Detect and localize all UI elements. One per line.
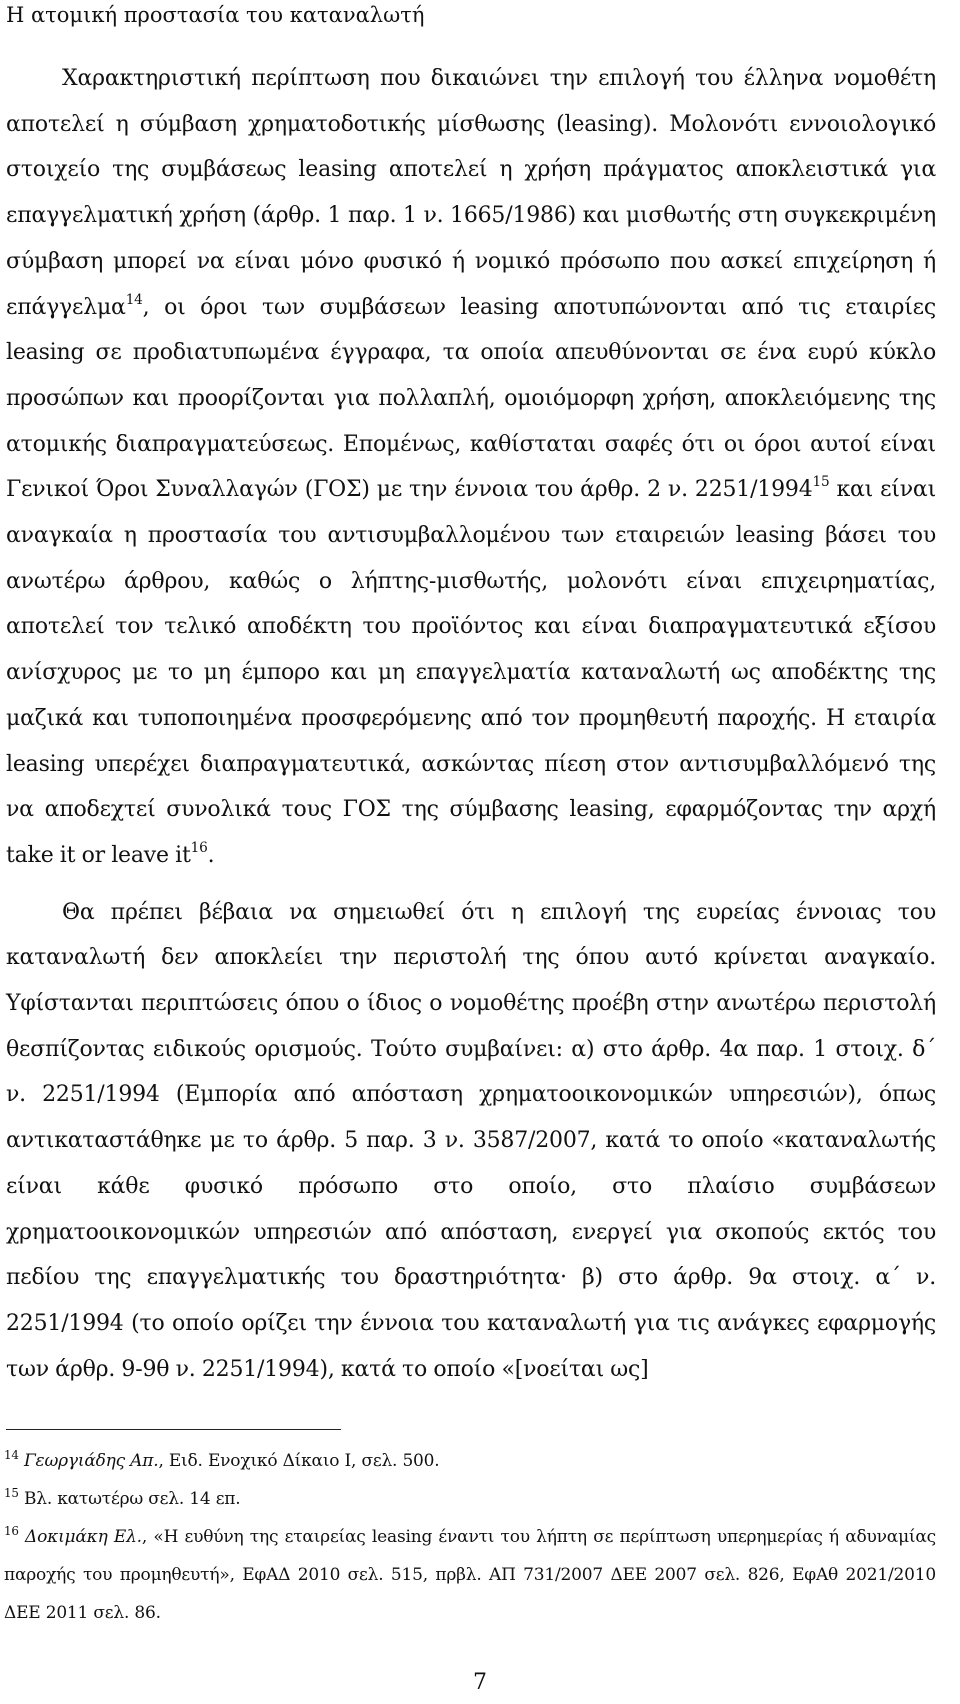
footnotes <box>4 1442 936 1632</box>
footnote-number: 14 <box>4 1447 19 1462</box>
footnote-number: 16 <box>4 1523 19 1538</box>
footnote-separator <box>6 1429 341 1430</box>
footnote-15 <box>4 1480 936 1518</box>
footnote-text: , Ειδ. Ενοχικό Δίκαιο Ι, σελ. 500. <box>158 1451 440 1471</box>
body-text <box>6 56 936 1392</box>
footnote-text: , «Η ευθύνη της εταιρείας leasing έναντι του λήπτη σε περίπτωση υπερημερίας ή αδυναμίας παροχής του προμηθευτή», ΕφΑΔ 2010 σελ. 515, πρβλ. ΑΠ 731/2007 ΔΕΕ 2007 σελ. 826, ΕφΑθ 2021/2010 ΔΕΕ 2011 σελ. 86. <box>4 1527 936 1623</box>
footnote-number: 15 <box>4 1485 19 1500</box>
running-header: Η ατομική προστασία του καταναλωτή <box>6 3 425 27</box>
footnote-14 <box>4 1442 936 1480</box>
footnote-text: Βλ. κατωτέρω σελ. 14 επ. <box>23 1489 241 1509</box>
footnote-16 <box>4 1518 936 1632</box>
footnote-ref-14[interactable]: 14 <box>125 291 143 308</box>
footnote-ref-16[interactable]: 16 <box>190 839 208 856</box>
paragraph-1-part-2: , οι όροι των συμβάσεων leasing αποτυπώνονται από τις εταιρίες leasing σε προδιατυπωμένα έγγραφα, τα οποία απευθύνονται σε ένα ευρύ κύκλο προσώπων και προορίζονται για πολλαπλή, ομοιόμορφη χρήση, αποκλειόμενης της ατομικής διαπραγματεύσεως. Επομένως, καθίσταται σαφές ότι οι όροι αυτοί είναι Γενικοί Όροι Συναλλαγών (ΓΟΣ) με την έννοια του άρθρ. 2 ν. 2251/1994 <box>6 294 936 503</box>
paragraph-1-part-1: Χαρακτηριστική περίπτωση που δικαιώνει την επιλογή του έλληνα νομοθέτη αποτελεί η σύμβαση χρηματοδοτικής μίσθωσης (leasing). Μολονότι εννοιολογικό στοιχείο της συμβάσεως leasing αποτελεί η χρήση πράγματος αποκλειστικά για επαγγελματική χρήση (άρθρ. 1 παρ. 1 ν. 1665/1986) και μισθωτής στη συγκεκριμένη σύμβαση μπορεί να είναι μόνο φυσικό ή νομικό πρόσωπο που ασκεί επιχείρηση ή επάγγελμα <box>6 66 936 320</box>
footnote-ref-15[interactable]: 15 <box>812 474 830 491</box>
paragraph-2: Θα πρέπει βέβαια να σημειωθεί ότι η επιλογή της ευρείας έννοιας του καταναλωτή δεν αποκλείει την περιστολή της όπου αυτό κρίνεται αναγκαίο. Υφίστανται περιπτώσεις όπου ο ίδιος ο νομοθέτης προέβη στην ανωτέρω περιστολή θεσπίζοντας ειδικούς ορισμούς. Τούτο συμβαίνει: α) στο άρθρ. 4α παρ. 1 στοιχ. δ΄ ν. 2251/1994 (Εμπορία από απόσταση χρηματοοικονομικών υπηρεσιών), όπως αντικαταστάθηκε με το άρθρ. 5 παρ. 3 ν. 3587/2007, κατά το οποίο «καταναλωτής είναι κάθε φυσικό πρόσωπο στο οποίο, στο πλαίσιο συμβάσεων χρηματοοικονομικών υπηρεσιών από απόσταση, ενεργεί για σκοπούς εκτός του πεδίου της επαγγελματικής του δραστηριότητα· β) στο άρθρ. 9α στοιχ. α΄ ν. 2251/1994 (το οποίο ορίζει την έννοια του καταναλωτή για τις ανάγκες εφαρμογής των άρθρ. 9-9θ ν. 2251/1994), κατά το οποίο «[νοείται ως] <box>6 899 936 1382</box>
paragraph-1-part-4: . <box>207 842 215 868</box>
page-number: 7 <box>473 1670 487 1695</box>
footnote-author: Δοκιμάκη Ελ. <box>25 1527 142 1547</box>
paragraph-1-part-3: και είναι αναγκαία η προστασία του αντισυμβαλλομένου των εταιρειών leasing βάσει του ανωτέρω άρθρου, καθώς ο λήπτης-μισθωτής, μολονότι είναι επιχειρηματίας, αποτελεί τον τελικό αποδέκτη του προϊόντος και είναι διαπραγματευτικά εξίσου ανίσχυρος με το μη έμπορο και μη επαγγελματία καταναλωτή ως αποδέκτης της μαζικά και τυποποιημένα προσφερόμενης από τον προμηθευτή παροχής. Η εταιρία leasing υπερέχει διαπραγματευτικά, ασκώντας πίεση στον αντισυμβαλλόμενό της να αποδεχτεί συνολικά τους ΓΟΣ της σύμβασης leasing, εφαρμόζοντας την αρχή take it or leave it <box>6 477 936 868</box>
paragraph-1 <box>6 56 936 879</box>
footnote-author: Γεωργιάδης Απ. <box>23 1451 159 1471</box>
